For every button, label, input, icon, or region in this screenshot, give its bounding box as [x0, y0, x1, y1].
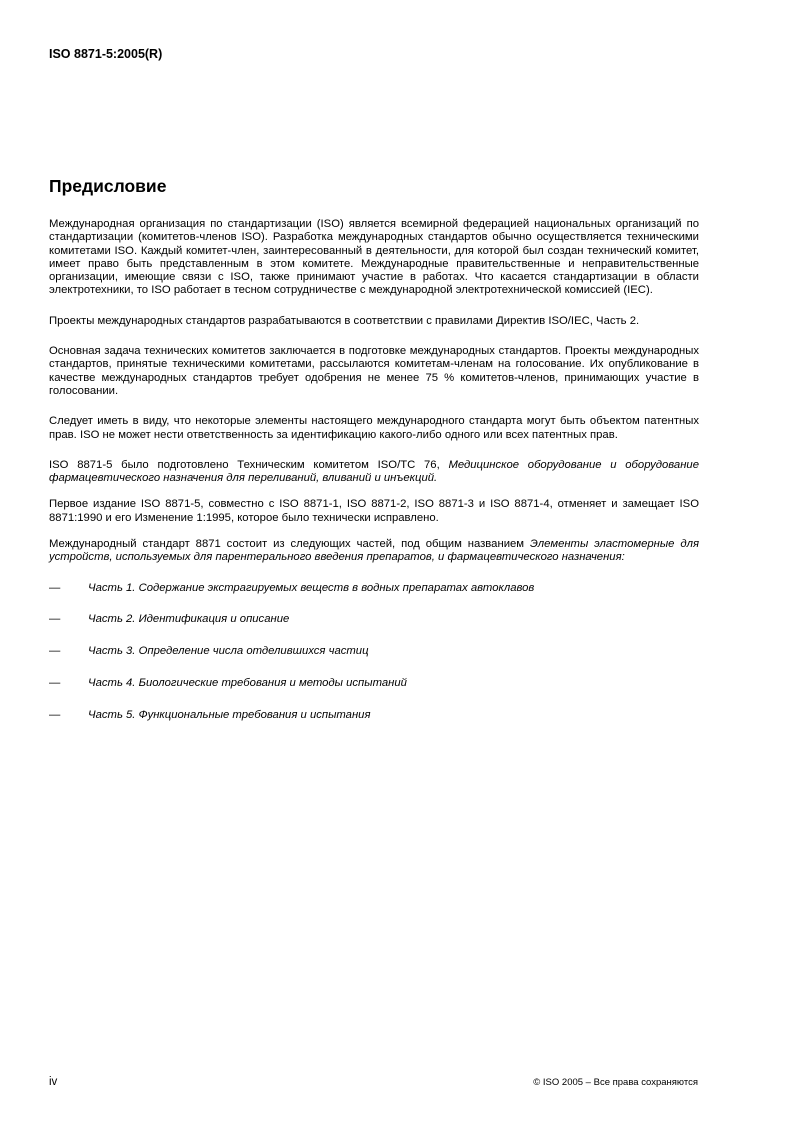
foreword-body	[49, 218, 699, 741]
paragraph-directives: Проекты международных стандартов разрабатываются в соответствии с правилами Директив ISO/IEC, Часть 2.	[49, 314, 640, 327]
list-item-text: Часть 4. Биологические требования и методы испытаний	[88, 677, 407, 690]
list-dash: —	[49, 613, 61, 626]
parts-list	[49, 582, 699, 722]
paragraph-iso-organization: Международная организация по стандартизации (ISO) является всемирной федерацией национальных организаций по стандартизации (комитетов-членов ISO). Разработка международных стандартов обычно осуществляется техническими комитетами ISO. Каждый комитет-член, заинтересованный в деятельности, для которой был создан технический комитет, имеет право быть представленным в этом комитете. Международные правительственные и неправительственные организации, имеющие связи с ISO, также принимают участие в работах. Что касается стандартизации в области электротехники, то ISO работает в тесном сотрудничестве с международной электротехнической комиссией (IEC).	[49, 218, 699, 297]
paragraph-committees-task: Основная задача технических комитетов заключается в подготовке международных стандартов. Проекты международных стандартов, принятые техническими комитетами, рассылаются комитетам-членам на голосование. Их опубликование в качестве международных стандартов требует одобрения не менее 75 % комитетов-членов, принимающих участие в голосовании.	[49, 345, 699, 397]
prepared-by-text: ISO 8871-5 было подготовлено Техническим комитетом ISO/TC 76,	[49, 458, 449, 471]
list-item-text: Часть 5. Функциональные требования и испытания	[88, 708, 371, 721]
parts-general-title: Элементы эластомерные для устройств, используемых для парентерального введения препаратов, и фармацевтического назначения:	[49, 538, 700, 564]
list-item-text: Часть 2. Идентификация и описание	[88, 613, 290, 626]
list-dash: —	[49, 677, 61, 690]
document-id-header: ISO 8871-5:2005(R)	[49, 47, 163, 61]
list-dash: —	[49, 645, 61, 658]
list-item	[49, 709, 699, 722]
list-dash: —	[49, 708, 61, 721]
list-item-text: Часть 1. Содержание экстрагируемых веществ в водных препаратах автоклавов	[88, 581, 535, 594]
list-dash: —	[49, 581, 61, 594]
prepared-by-committee-title: Медицинское оборудование и оборудование фармацевтического назначения для переливаний, вливаний и инъекций.	[49, 458, 699, 485]
list-item-text: Часть 3. Определение числа отделившихся частиц	[88, 645, 369, 658]
copyright-notice: © ISO 2005 – Все права сохраняются	[533, 1077, 698, 1088]
page-number: iv	[49, 1076, 58, 1088]
paragraph-first-edition: Первое издание ISO 8871-5, совместно с ISO 8871-1, ISO 8871-2, ISO 8871-3 и ISO 8871-4, отменяет и замещает ISO 8871:1990 и его Изменение 1:1995, которое было технически исправлено.	[49, 498, 699, 524]
paragraph-parts-intro	[49, 538, 699, 565]
page-title: Предисловие	[49, 176, 167, 196]
paragraph-prepared-by	[49, 459, 699, 486]
list-item	[49, 677, 699, 690]
list-item	[49, 582, 699, 595]
list-item	[49, 613, 699, 626]
parts-intro-text: Международный стандарт 8871 состоит из следующих частей, под общим названием	[49, 538, 530, 551]
list-item	[49, 645, 699, 658]
paragraph-patent-rights: Следует иметь в виду, что некоторые элементы настоящего международного стандарта могут быть объектом патентных прав. ISO не может нести ответственность за идентификацию какого-либо одного или всех патентных прав.	[49, 415, 699, 441]
